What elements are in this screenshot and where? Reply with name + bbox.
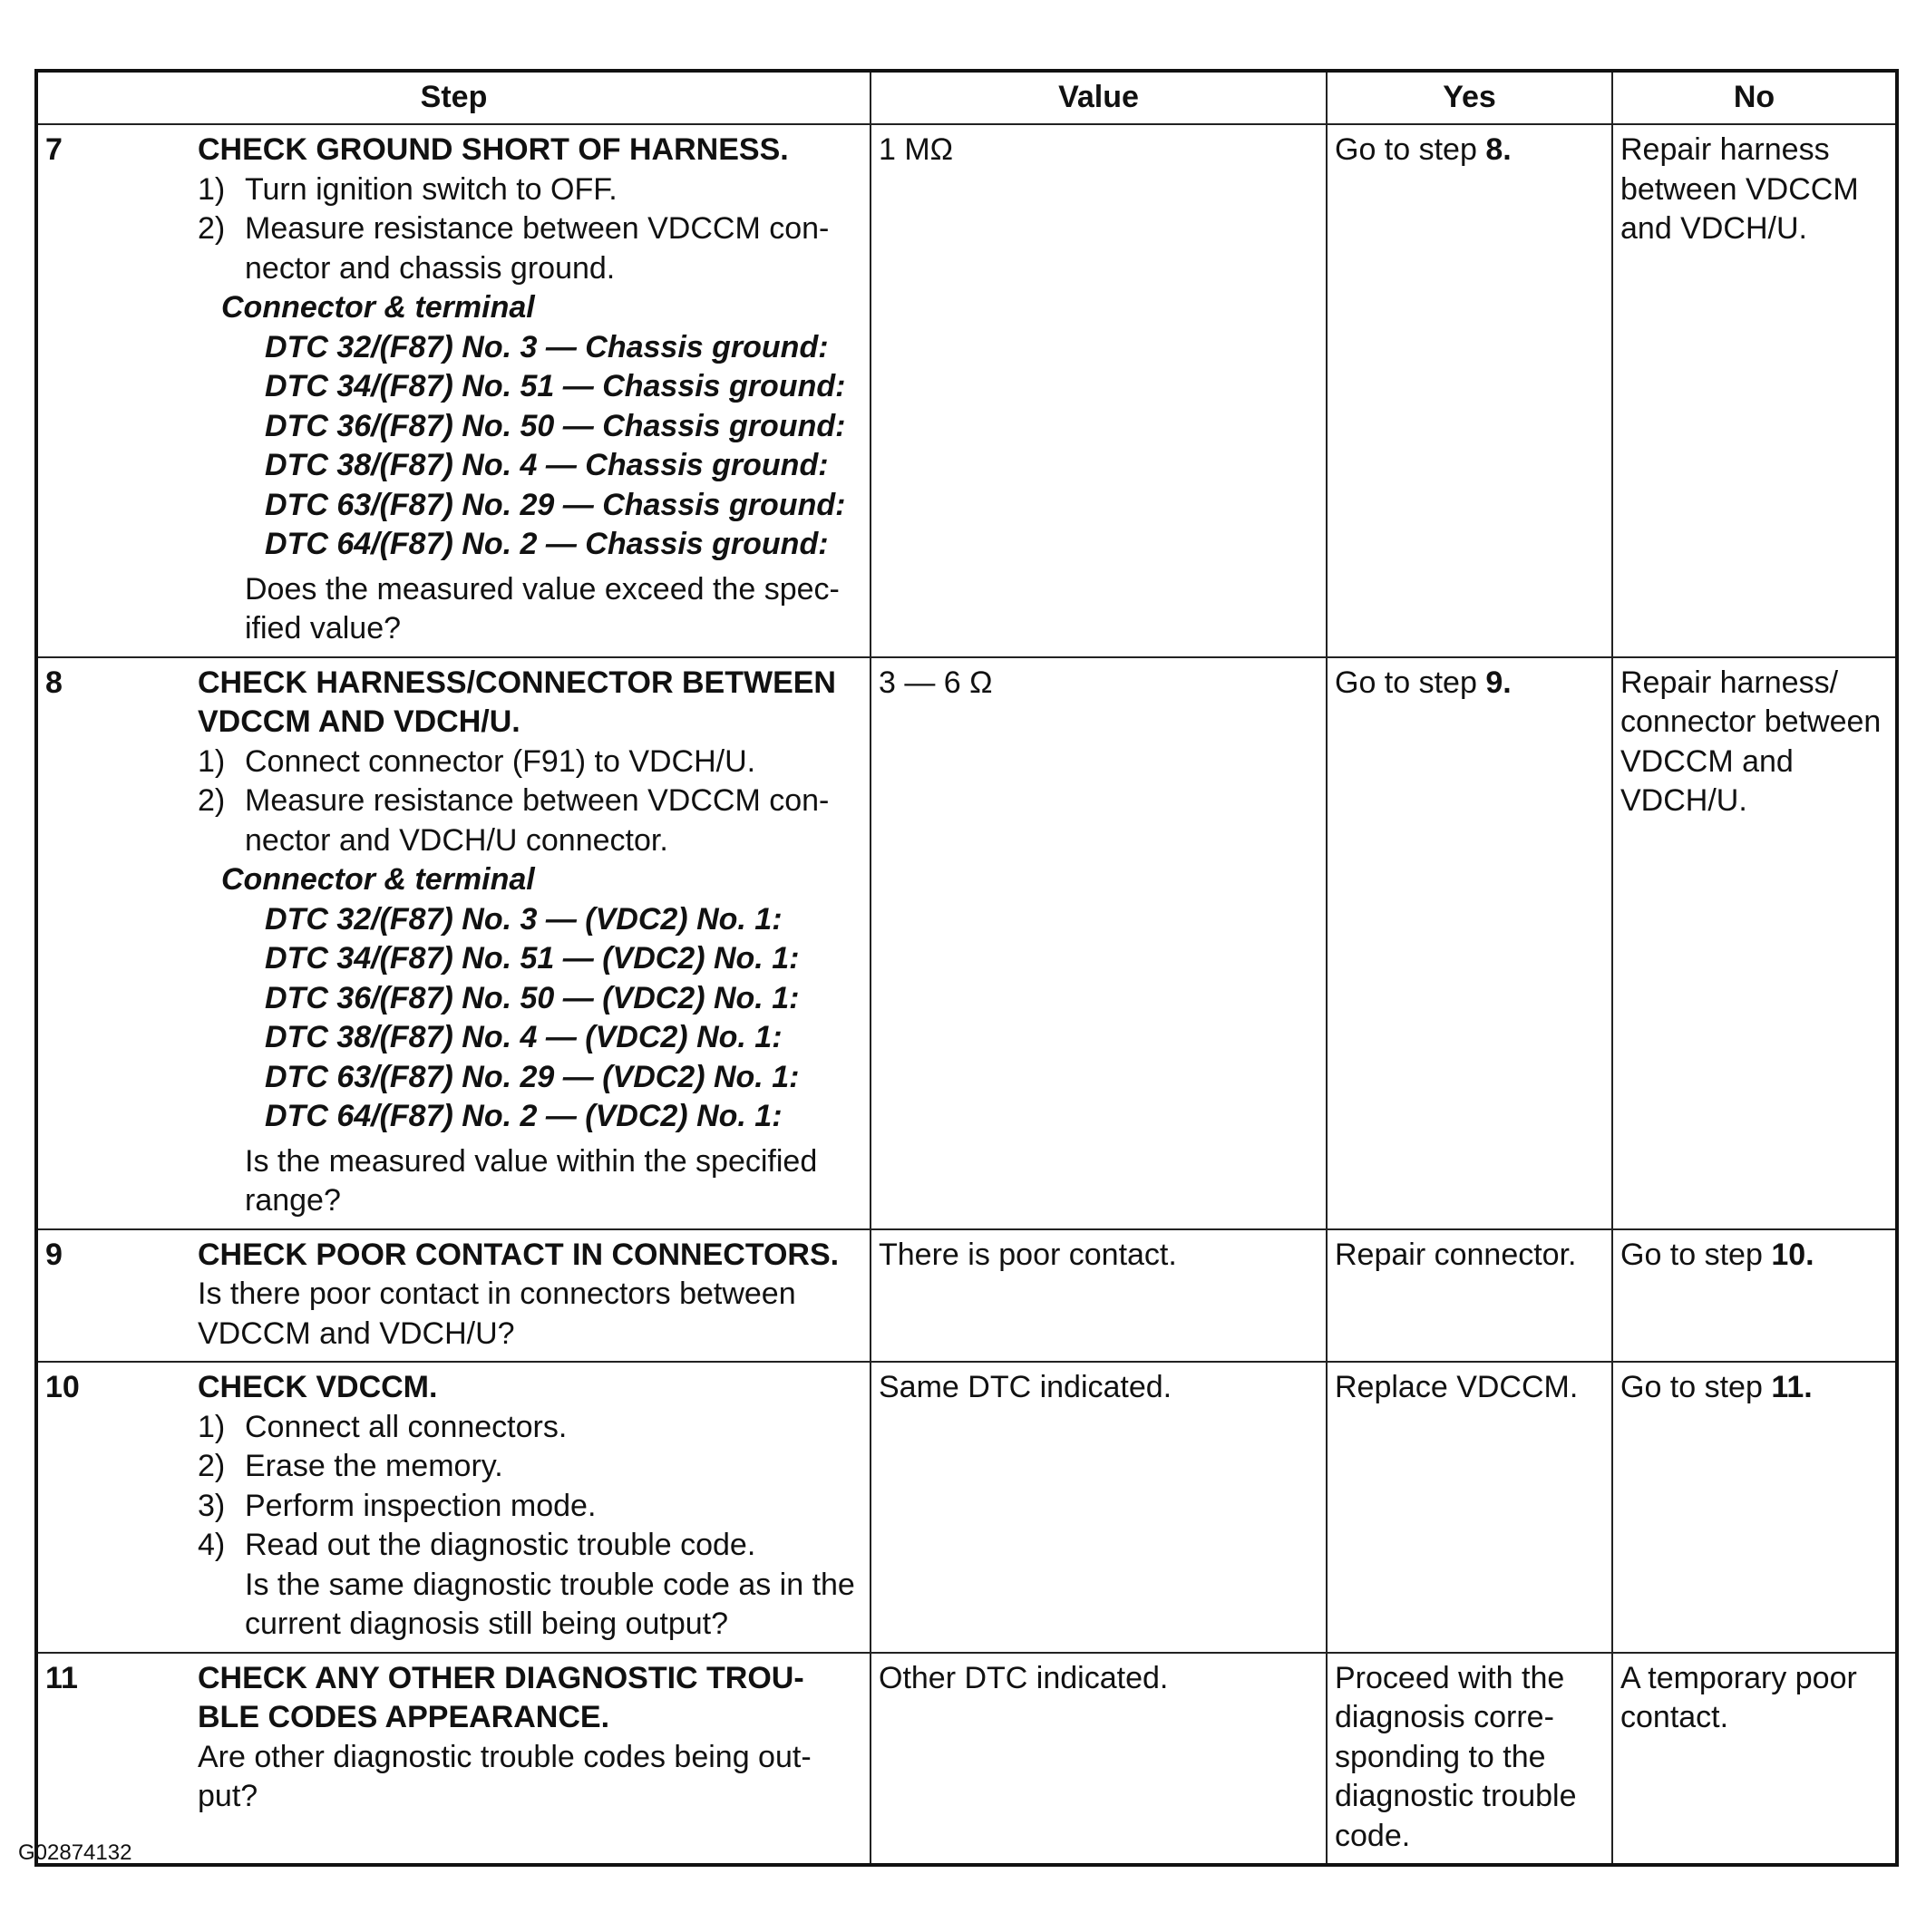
instruction: 2) Measure resistance between VDCCM con- nector and chassis ground. — [198, 211, 830, 286]
value-cell: Other DTC indicated. — [871, 1653, 1327, 1866]
step-title: CHECK GROUND SHORT OF HARNESS. — [198, 132, 789, 167]
table-row — [36, 1229, 1897, 1363]
diagnostic-page — [34, 69, 1895, 1867]
step-cell — [36, 124, 871, 657]
header-yes: Yes — [1327, 71, 1612, 124]
value-cell: Same DTC indicated. — [871, 1362, 1327, 1653]
connector-line: DTC 64/(F87) No. 2 — (VDC2) No. 1: — [265, 1099, 783, 1133]
no-cell: Repair harness between VDCCM and VDCH/U. — [1612, 124, 1897, 657]
step-question: Is there poor contact in connectors between VDCCM and VDCH/U? — [198, 1277, 796, 1351]
connector-line: DTC 32/(F87) No. 3 — (VDC2) No. 1: — [265, 901, 783, 937]
instruction: 1) Connect all connectors. — [198, 1409, 568, 1444]
yes-step-ref: 9. — [1485, 665, 1512, 700]
header-value: Value — [871, 71, 1327, 124]
step-cell — [36, 1653, 871, 1866]
no-cell: A temporary poor contact. — [1612, 1653, 1897, 1866]
step-cell — [36, 657, 871, 1229]
header-step: Step — [36, 71, 871, 124]
yes-cell: Repair connector. — [1327, 1229, 1612, 1363]
instruction: 1) Connect connector (F91) to VDCH/U. — [198, 743, 756, 779]
header-no: No — [1612, 71, 1897, 124]
table-row — [36, 657, 1897, 1229]
connector-line: DTC 38/(F87) No. 4 — Chassis ground: — [265, 448, 829, 482]
step-question: Are other diagnostic trouble codes being out- put? — [198, 1739, 812, 1813]
instruction: 4) Read out the diagnostic trouble code. — [198, 1528, 756, 1562]
instruction: 1) Turn ignition switch to OFF. — [198, 171, 618, 207]
table-row — [36, 124, 1897, 657]
connector-line: DTC 63/(F87) No. 29 — Chassis ground: — [265, 487, 846, 522]
value-cell: There is poor contact. — [871, 1229, 1327, 1363]
instruction: 2) Measure resistance between VDCCM con- nector and VDCH/U connector. — [198, 783, 830, 858]
no-cell: Repair harness/ connector between VDCCM and VDCH/U. — [1612, 657, 1897, 1229]
connector-heading: Connector & terminal — [221, 862, 535, 897]
yes-cell: Go to step 8. — [1327, 124, 1612, 657]
yes-cell: Go to step 9. — [1327, 657, 1612, 1229]
connector-line: DTC 36/(F87) No. 50 — (VDC2) No. 1: — [265, 980, 800, 1015]
step-title: CHECK ANY OTHER DIAGNOSTIC TROU- BLE CODES APPEARANCE. — [198, 1660, 804, 1734]
no-cell: Go to step 10. — [1612, 1229, 1897, 1363]
step-cell — [36, 1362, 871, 1653]
instruction: 3) Perform inspection mode. — [198, 1488, 597, 1523]
header-row — [36, 71, 1897, 124]
step-title: CHECK POOR CONTACT IN CONNECTORS. — [198, 1237, 840, 1272]
value-cell: 3 — 6 Ω — [871, 657, 1327, 1229]
step-cell — [36, 1229, 871, 1363]
table-row — [36, 1653, 1897, 1866]
step-question: Is the same diagnostic trouble code as in the current diagnosis still being output? — [245, 1567, 855, 1641]
step-question: Does the measured value exceed the spec- ified value? — [245, 571, 840, 646]
connector-heading: Connector & terminal — [221, 290, 535, 325]
step-title: CHECK VDCCM. — [198, 1370, 438, 1404]
step-number: 7 — [45, 132, 63, 167]
no-step-ref: 10. — [1771, 1237, 1814, 1272]
step-number: 10 — [45, 1370, 80, 1404]
diagnostic-table — [34, 69, 1899, 1867]
instruction: 2) Erase the memory. — [198, 1449, 503, 1483]
connector-line: DTC 34/(F87) No. 51 — (VDC2) No. 1: — [265, 941, 800, 976]
step-question: Is the measured value within the specified range? — [245, 1143, 818, 1218]
yes-step-ref: 8. — [1485, 132, 1512, 167]
step-number: 8 — [45, 665, 63, 700]
figure-id: G02874132 — [18, 1840, 132, 1865]
table-row — [36, 1362, 1897, 1653]
step-number: 9 — [45, 1237, 63, 1272]
connector-line: DTC 64/(F87) No. 2 — Chassis ground: — [265, 527, 829, 561]
step-number: 11 — [45, 1660, 78, 1695]
connector-line: DTC 38/(F87) No. 4 — (VDC2) No. 1: — [265, 1020, 783, 1054]
step-title: CHECK HARNESS/CONNECTOR BETWEEN VDCCM AND VDCH/U. — [198, 665, 836, 739]
yes-cell: Replace VDCCM. — [1327, 1362, 1612, 1653]
connector-line: DTC 34/(F87) No. 51 — Chassis ground: — [265, 369, 846, 403]
connector-line: DTC 36/(F87) No. 50 — Chassis ground: — [265, 408, 846, 443]
yes-cell: Proceed with the diagnosis corre- sponding to the diagnostic trouble code. — [1327, 1653, 1612, 1866]
connector-line: DTC 32/(F87) No. 3 — Chassis ground: — [265, 329, 829, 364]
no-cell: Go to step 11. — [1612, 1362, 1897, 1653]
value-cell: 1 MΩ — [871, 124, 1327, 657]
no-step-ref: 11. — [1771, 1370, 1813, 1404]
connector-line: DTC 63/(F87) No. 29 — (VDC2) No. 1: — [265, 1059, 800, 1094]
